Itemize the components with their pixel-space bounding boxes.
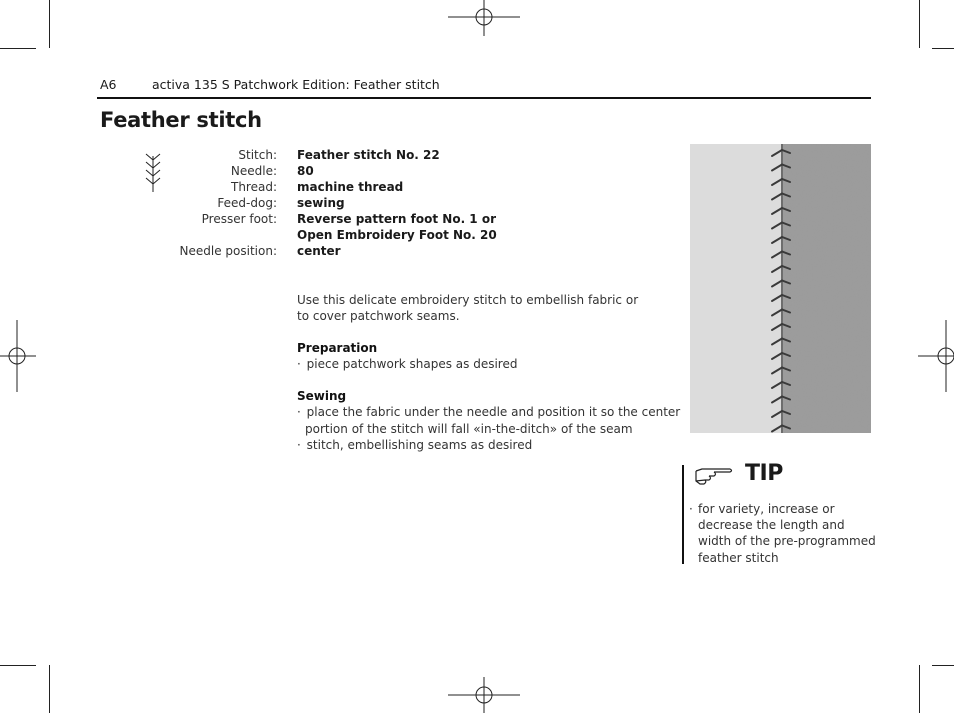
sewing-item [297, 438, 532, 452]
crop-mark [0, 48, 36, 49]
header-rule [97, 97, 871, 99]
tip-title: TIP [745, 461, 783, 486]
spec-label-needle: Needle: [230, 164, 277, 178]
intro-line: Use this delicate embroidery stitch to embellish fabric or [297, 293, 639, 307]
sewing-item-continued: portion of the stitch will fall «in-the-ditch» of the seam [305, 422, 633, 436]
sewing-item-text: place the fabric under the needle and position it so the center [306, 405, 681, 419]
spec-value-feed-dog: sewing [297, 196, 345, 210]
spec-label-stitch: Stitch: [238, 148, 277, 162]
crop-mark [932, 48, 954, 49]
spec-label-thread: Thread: [230, 180, 277, 194]
feather-stitch-fabric-photo [690, 144, 871, 433]
sewing-item [297, 405, 680, 419]
bullet: · [689, 502, 693, 516]
crop-mark [49, 665, 50, 713]
tip-line: width of the pre-programmed [698, 534, 876, 548]
crop-mark [49, 0, 50, 48]
tip-line: decrease the length and [698, 518, 845, 532]
feather-stitch-icon [143, 152, 163, 194]
running-header: activa 135 S Patchwork Edition: Feather stitch [152, 77, 440, 92]
crop-mark [932, 665, 954, 666]
tip-sidebar-rule [682, 465, 684, 564]
spec-label-needle-position: Needle position: [179, 244, 277, 258]
pointing-hand-icon [694, 465, 734, 487]
spec-label-feed-dog: Feed-dog: [217, 196, 277, 210]
registration-mark-right [918, 320, 954, 392]
crop-mark [919, 0, 920, 48]
crop-mark [0, 665, 36, 666]
spec-value-presser-foot: Reverse pattern foot No. 1 or [297, 212, 496, 226]
intro-line: to cover patchwork seams. [297, 309, 460, 323]
spec-value-presser-foot-alt: Open Embroidery Foot No. 20 [297, 228, 497, 242]
spec-value-needle: 80 [297, 164, 314, 178]
bullet: · [297, 438, 301, 452]
spec-value-needle-position: center [297, 244, 341, 258]
bullet: · [297, 405, 301, 419]
bullet: · [297, 357, 301, 371]
tip-line: feather stitch [698, 551, 779, 565]
sewing-heading: Sewing [297, 389, 347, 403]
page-title: Feather stitch [100, 108, 262, 132]
registration-mark-left [0, 320, 36, 392]
tip-line: for variety, increase or [698, 502, 835, 516]
spec-value-thread: machine thread [297, 180, 404, 194]
spec-value-stitch: Feather stitch No. 22 [297, 148, 440, 162]
preparation-heading: Preparation [297, 341, 378, 355]
preparation-item [297, 357, 517, 371]
page-number: A6 [100, 77, 117, 92]
crop-mark [919, 665, 920, 713]
registration-mark-top [448, 0, 520, 36]
sewing-item-text: stitch, embellishing seams as desired [306, 438, 533, 452]
preparation-item-text: piece patchwork shapes as desired [306, 357, 518, 371]
registration-mark-bottom [448, 677, 520, 713]
spec-label-presser-foot: Presser foot: [201, 212, 277, 226]
